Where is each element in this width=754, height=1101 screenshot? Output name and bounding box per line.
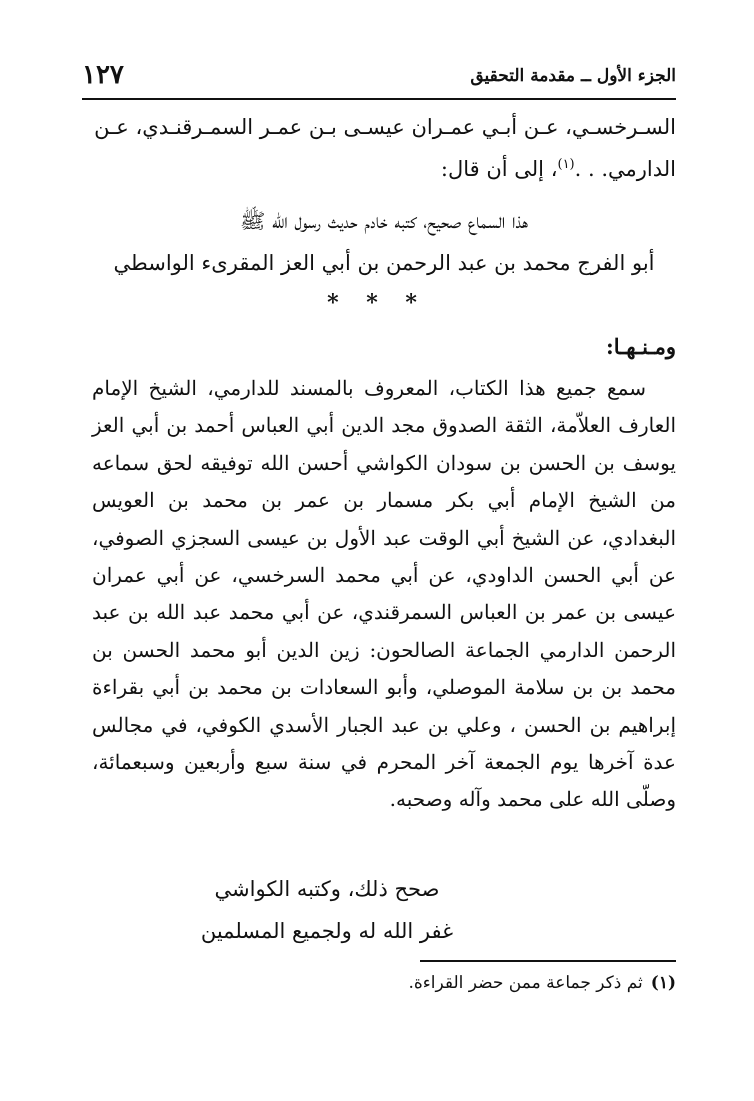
intro-line-2-start: الدارمي. . . [574,157,676,181]
closing-signature [200,868,454,952]
certificate-line-2: أبو الفرج محمد بن عبد الرحمن بن أبي العز المقرىء الواسطي [113,251,655,275]
running-header [82,58,676,100]
footnote-number: (١) [650,973,676,993]
closing-line-1: صحح ذلك، وكتبه الكواشي [214,877,440,901]
certificate-block [92,200,676,284]
section-separator: * * * [327,290,427,316]
intro-line-2 [92,146,676,188]
intro-line-2-end: ، إلى أن قال: [440,157,558,181]
section-title: الجزء الأول ــ مقدمة التحقيق [470,66,676,86]
footnote-reference: (١) [557,157,575,172]
page-number: ١٢٧ [82,60,124,90]
footnote-text: ثم ذكر جماعة ممن حضر القراءة. [408,973,643,993]
closing-line-2: غفر الله له ولجميع المسلمين [200,919,454,943]
certificate-line-1: هذا السماع صحيح، كتبه خادم حديث رسول الله ﷺ [239,209,529,233]
subheading: ومـنـهـا: [605,334,676,359]
intro-line-1: السـرخسـي، عـن أبـي عمـران عيسـى بـن عمـر السمـرقنـدي، عـن [94,115,676,139]
main-paragraph [92,370,676,819]
footnote-divider [420,960,676,962]
intro-text [92,108,676,188]
paragraph-text: سمع جميع هذا الكتاب، المعروف بالمسند للدارمي، الشيخ الإمام العارف العلاّمة، الثقة الصدوق مجد الدين أبي العباس أحمد بن أبي العز يوسف بن الحسن بن سودان الكواشي أحسن الله توفيقه لحق سماعه من الشيخ الإمام أبي بكر مسمار بن عمر بن محمد بن العويس البغدادي، عن الشيخ أبي الوقت عبد الأول بن عيسى السجزي الصوفي، عن أبي الحسن الداودي، عن أبي محمد السرخسي، عن أبي عمران عيسى بن عمر بن العباس السمرقندي، عن أبي محمد عبد الله بن عبد الرحمن الدارمي الجماعة الصالحون: زين الدين أبو محمد الحسن بن محمد بن بن سلامة الموصلي، وأبو السعادات بن محمد بن أبي بقراءة إبراهيم بن الحسن ، وعلي بن عبد الجبار الأسدي الكوفي، في مجالس عدة آخرها يوم الجمعة آخر المحرم في سنة سبع وأربعين وسبعمائة، وصلّى الله على محمد وآله وصحبه. [92,376,676,812]
footnote [92,970,676,996]
